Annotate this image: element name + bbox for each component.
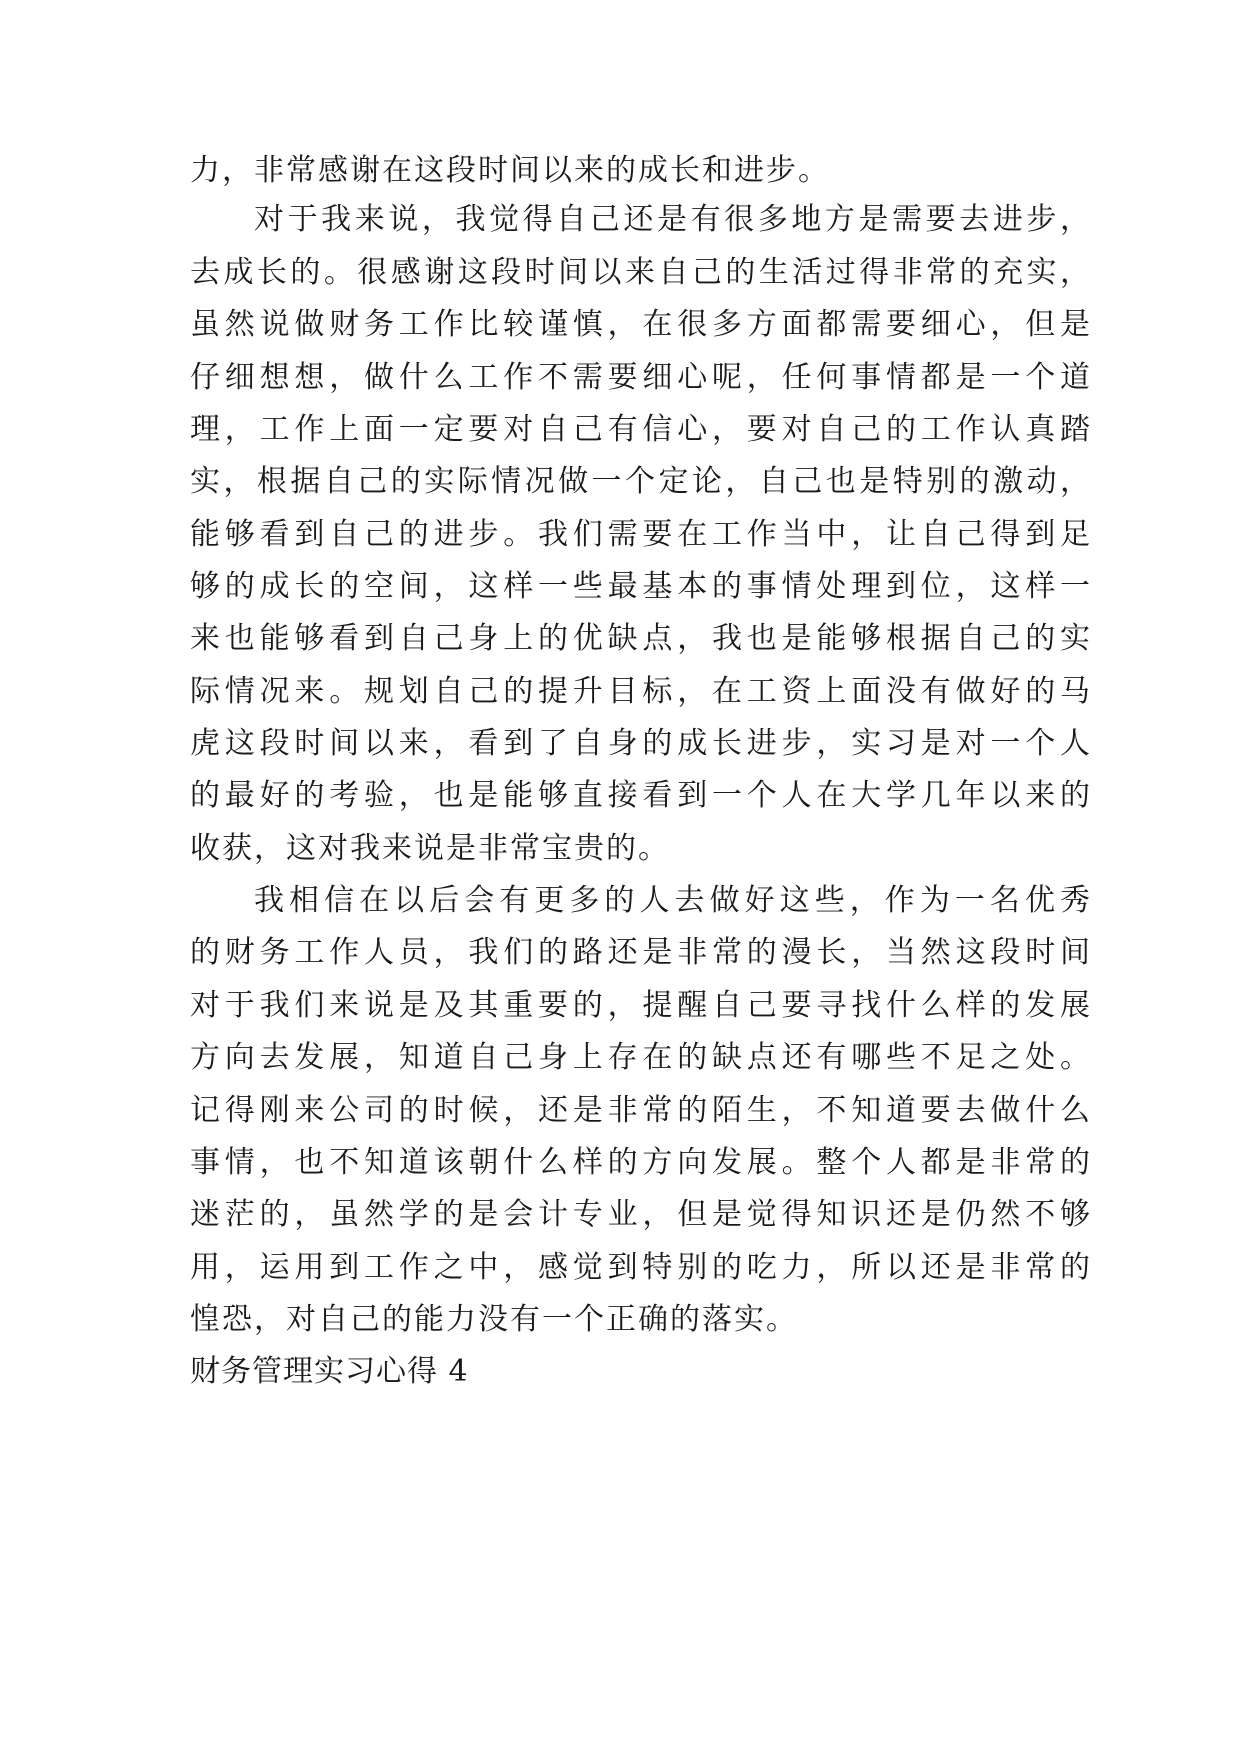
paragraph-3-line-2: 的财务工作人员，我们的路还是非常的漫长，当然这段时间 <box>190 935 1090 970</box>
paragraph-2-line-9: 来也能够看到自己身上的优缺点，我也是能够根据自己的实 <box>190 621 1090 656</box>
paragraph-3-line-6: 事情，也不知道该朝什么样的方向发展。整个人都是非常的 <box>190 1145 1090 1180</box>
paragraph-2-line-11: 虎这段时间以来，看到了自身的成长进步，实习是对一个人 <box>190 726 1090 761</box>
paragraph-3-line-7: 迷茫的，虽然学的是会计专业，但是觉得知识还是仍然不够 <box>190 1197 1090 1232</box>
paragraph-2-line-13: 收获，这对我来说是非常宝贵的。 <box>190 831 670 866</box>
paragraph-2-line-1: 对于我来说，我觉得自己还是有很多地方是需要去进步， <box>254 202 1090 237</box>
paragraph-3-line-4: 方向去发展，知道自己身上存在的缺点还有哪些不足之处。 <box>190 1040 1090 1075</box>
paragraph-2-line-10: 际情况来。规划自己的提升目标，在工资上面没有做好的马 <box>190 674 1090 709</box>
paragraph-2-line-12: 的最好的考验，也是能够直接看到一个人在大学几年以来的 <box>190 778 1090 813</box>
paragraph-3-line-9: 惶恐，对自己的能力没有一个正确的落实。 <box>190 1302 798 1337</box>
paragraph-1-line-1: 力，非常感谢在这段时间以来的成长和进步。 <box>190 153 830 188</box>
paragraph-2-line-2: 去成长的。很感谢这段时间以来自己的生活过得非常的充实， <box>190 255 1090 290</box>
paragraph-3-line-1: 我相信在以后会有更多的人去做好这些，作为一名优秀 <box>254 883 1090 918</box>
paragraph-2-line-8: 够的成长的空间，这样一些最基本的事情处理到位，这样一 <box>190 569 1090 604</box>
paragraph-2-line-6: 实，根据自己的实际情况做一个定论，自己也是特别的激动， <box>190 464 1090 499</box>
paragraph-3-line-5: 记得刚来公司的时候，还是非常的陌生，不知道要去做什么 <box>190 1093 1090 1128</box>
paragraph-3-line-3: 对于我们来说是及其重要的，提醒自己要寻找什么样的发展 <box>190 988 1090 1023</box>
paragraph-2-line-4: 仔细想想，做什么工作不需要细心呢，任何事情都是一个道 <box>190 360 1090 395</box>
paragraph-3-line-8: 用，运用到工作之中，感觉到特别的吃力，所以还是非常的 <box>190 1250 1090 1285</box>
paragraph-2-line-5: 理，工作上面一定要对自己有信心，要对自己的工作认真踏 <box>190 412 1090 447</box>
section-heading: 财务管理实习心得 4 <box>190 1354 469 1389</box>
paragraph-2-line-3: 虽然说做财务工作比较谨慎，在很多方面都需要细心，但是 <box>190 307 1090 342</box>
paragraph-2-line-7: 能够看到自己的进步。我们需要在工作当中，让自己得到足 <box>190 517 1090 552</box>
